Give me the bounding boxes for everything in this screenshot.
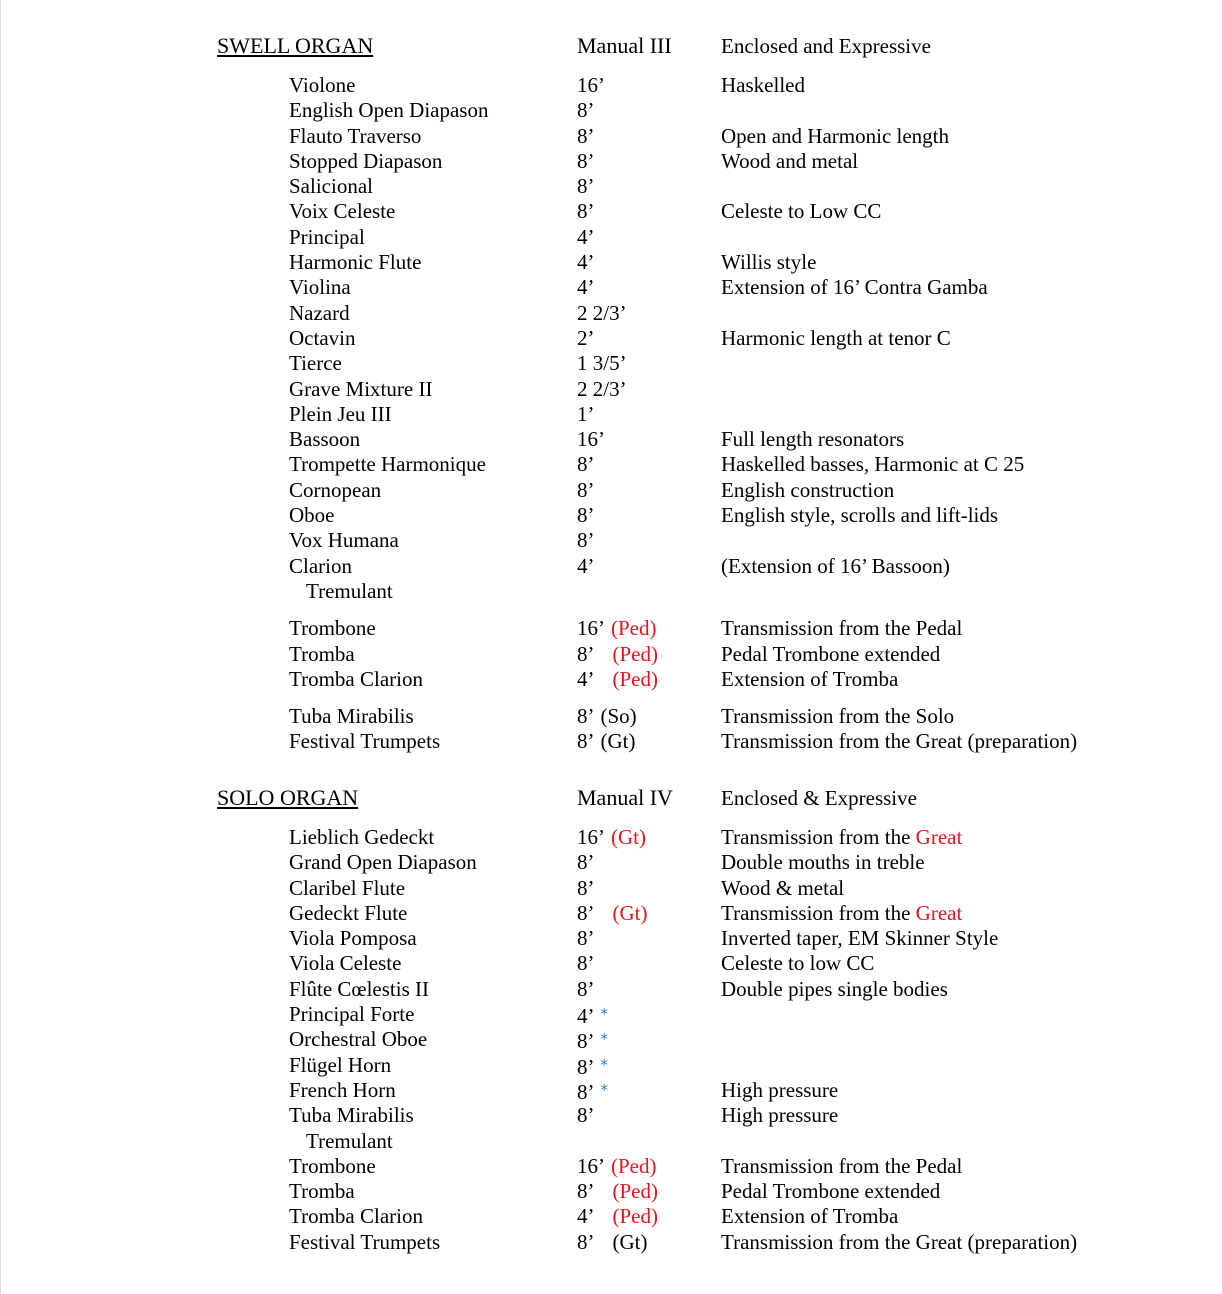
stop-row [0, 478, 1222, 503]
stop-description [721, 124, 949, 149]
stop-row [0, 1154, 1222, 1179]
stop-row [0, 402, 1222, 427]
stop-row [0, 1129, 1222, 1154]
asterisk-mark-icon: * [600, 1080, 608, 1099]
stop-name: Festival Trumpets [289, 1229, 441, 1254]
stop-description [721, 642, 940, 667]
stop-name: Tuba Mirabilis [289, 704, 414, 729]
stop-pitch [577, 876, 595, 901]
stop-name: French Horn [289, 1077, 396, 1102]
transmission-source: (So) [600, 704, 637, 729]
stop-row [0, 528, 1222, 553]
pitch-value: 8’ [577, 477, 595, 502]
pitch-value: 1 3/5’ [577, 351, 627, 376]
stop-description [721, 478, 894, 503]
stop-name: Tromba [289, 1179, 355, 1204]
description-text: Haskelled [721, 73, 805, 97]
description-text: High pressure [721, 1077, 839, 1102]
stop-pitch [577, 729, 636, 754]
stop-name: Flûte Cœlestis II [289, 976, 429, 1001]
stop-row [0, 951, 1222, 976]
description-text: Transmission from the Great (preparation) [721, 1229, 1078, 1254]
pitch-value: 8’ [577, 1079, 595, 1104]
stop-pitch [577, 616, 657, 641]
stop-pitch [577, 1204, 658, 1229]
stop-name: Stopped Diapason [289, 148, 443, 173]
stop-pitch [577, 901, 648, 926]
stop-description [721, 704, 954, 729]
pitch-value: 16’ [577, 73, 605, 97]
pitch-value: 4’ [577, 250, 595, 275]
stop-pitch [577, 1179, 658, 1204]
stop-row [0, 926, 1222, 951]
stop-pitch [577, 825, 646, 850]
pitch-value: 2 2/3’ [577, 376, 627, 401]
stop-description [721, 275, 988, 300]
description-text: Celeste to low CC [721, 951, 875, 976]
stop-row [0, 98, 1222, 123]
description-text: (Extension of 16’ Bassoon) [721, 553, 950, 578]
transmission-source: (Gt) [600, 729, 636, 754]
stop-pitch [577, 301, 627, 326]
stop-row [0, 554, 1222, 579]
stop-description [721, 901, 962, 926]
description-text: Willis style [721, 250, 817, 275]
asterisk-mark-icon: * [600, 1005, 608, 1024]
stop-pitch [577, 73, 605, 98]
stop-name: Bassoon [289, 427, 361, 452]
stop-name: Vox Humana [289, 528, 399, 553]
description-text: Transmission from the Solo [721, 704, 955, 729]
stop-name: Plein Jeu III [289, 401, 392, 426]
pitch-value: 8’ [577, 641, 595, 666]
stop-name: Lieblich Gedeckt [289, 825, 435, 849]
description-text: Harmonic length at tenor C [721, 325, 951, 350]
stop-row [0, 876, 1222, 901]
description-highlight: Great [915, 900, 963, 925]
pitch-value: 8’ [577, 850, 595, 875]
stop-description [721, 667, 898, 692]
stop-pitch [577, 1230, 648, 1255]
pitch-value: 8’ [577, 1103, 595, 1128]
stop-name: Trombone [289, 616, 376, 641]
stop-name: Oboe [289, 503, 335, 528]
stop-description [721, 850, 925, 875]
stop-row [0, 452, 1222, 477]
transmission-source: (Ped) [612, 1179, 658, 1204]
description-text: Inverted taper, EM Skinner Style [721, 926, 999, 951]
stop-row [0, 301, 1222, 326]
pitch-value: 4’ [577, 1004, 595, 1029]
section-header [0, 785, 1222, 825]
description-text: Wood and metal [721, 148, 859, 173]
stop-name: Claribel Flute [289, 875, 406, 900]
transmission-source: (Gt) [612, 1229, 648, 1254]
stop-description [721, 1230, 1077, 1255]
stop-pitch [577, 642, 658, 667]
swell-organ-section [0, 33, 1222, 755]
stop-description [721, 951, 874, 976]
stop-row [0, 275, 1222, 300]
stop-name: Flügel Horn [289, 1052, 392, 1077]
description-text: High pressure [721, 1103, 839, 1128]
section-title: SWELL ORGAN [217, 33, 374, 58]
stop-description [721, 427, 904, 452]
pitch-value: 4’ [577, 666, 595, 691]
stop-name: Flauto Traverso [289, 123, 422, 148]
manual-label: Manual IV [577, 785, 673, 810]
pitch-value: 8’ [577, 704, 595, 729]
solo-organ-section [0, 785, 1222, 1255]
stop-pitch [577, 199, 595, 224]
description-text: Transmission from the [721, 900, 916, 925]
stop-row [0, 326, 1222, 351]
pitch-value: 4’ [577, 1204, 595, 1229]
stop-row [0, 667, 1222, 692]
pitch-value: 8’ [577, 503, 595, 528]
pitch-value: 8’ [577, 148, 595, 173]
pitch-value: 8’ [577, 900, 595, 925]
pitch-value: 2 2/3’ [577, 300, 627, 325]
description-text: Extension of Tromba [721, 1204, 899, 1229]
pitch-value: 2’ [577, 325, 595, 350]
asterisk-mark-icon: * [600, 1030, 608, 1049]
pitch-value: 16’ [577, 825, 605, 849]
stop-row [0, 850, 1222, 875]
transmission-source: (Ped) [612, 666, 658, 691]
pitch-value: 16’ [577, 1153, 605, 1178]
pitch-value: 8’ [577, 1179, 595, 1204]
stop-pitch [577, 503, 595, 528]
pitch-value: 8’ [577, 528, 595, 553]
stop-row [0, 642, 1222, 667]
stop-name: Gedeckt Flute [289, 900, 408, 925]
stop-pitch [577, 1078, 608, 1105]
stop-pitch [577, 554, 595, 579]
stop-row [0, 199, 1222, 224]
stop-list [0, 825, 1222, 1255]
pitch-value: 8’ [577, 1054, 595, 1079]
stop-name: Grave Mixture II [289, 376, 433, 401]
stop-row [0, 503, 1222, 528]
stop-row [0, 616, 1222, 641]
stop-pitch [577, 124, 595, 149]
stop-pitch [577, 149, 595, 174]
stop-description [721, 73, 805, 98]
pitch-value: 8’ [577, 875, 595, 900]
stop-name: Nazard [289, 300, 350, 325]
pitch-value: 8’ [577, 1229, 595, 1254]
stop-row [0, 73, 1222, 98]
description-text: Open and Harmonic length [721, 123, 950, 148]
description-text: Transmission from the Pedal [721, 616, 963, 641]
stop-name: Festival Trumpets [289, 729, 441, 754]
stop-name: Viola Celeste [289, 951, 402, 976]
description-text: Extension of Tromba [721, 666, 899, 691]
transmission-source: (Ped) [611, 1153, 657, 1178]
description-text: Double pipes single bodies [721, 976, 948, 1001]
stop-description [721, 825, 962, 850]
stop-pitch [577, 452, 595, 477]
stop-row [0, 825, 1222, 850]
stop-row [0, 225, 1222, 250]
stop-description [721, 250, 816, 275]
transmission-source: (Gt) [612, 900, 648, 925]
pitch-value: 4’ [577, 224, 595, 249]
stop-description [721, 1204, 898, 1229]
stop-name: Tremulant [306, 578, 393, 603]
stop-row [0, 704, 1222, 729]
stop-pitch [577, 225, 595, 250]
stop-description [721, 554, 950, 579]
transmission-source: (Gt) [611, 825, 646, 849]
stop-row [0, 427, 1222, 452]
stop-name: Cornopean [289, 477, 382, 502]
description-text: Celeste to Low CC [721, 199, 882, 224]
stop-name: Tromba Clarion [289, 1204, 423, 1229]
description-text: Haskelled basses, Harmonic at C 25 [721, 452, 1025, 477]
description-text: Pedal Trombone extended [721, 1179, 941, 1204]
stop-row [0, 1078, 1222, 1103]
stop-row [0, 1179, 1222, 1204]
stop-pitch [577, 667, 658, 692]
stop-row [0, 174, 1222, 199]
stop-row [0, 1027, 1222, 1052]
stop-row [0, 1002, 1222, 1027]
description-text: Transmission from the Pedal [721, 1153, 963, 1178]
description-text: Transmission from the [721, 825, 916, 849]
stop-row [0, 1053, 1222, 1078]
description-text: English style, scrolls and lift-lids [721, 503, 999, 528]
stop-pitch [577, 174, 595, 199]
stop-row [0, 149, 1222, 174]
transmission-source: (Ped) [611, 616, 657, 641]
description-text: Wood & metal [721, 875, 845, 900]
pitch-value: 8’ [577, 174, 595, 199]
pitch-value: 4’ [577, 553, 595, 578]
stop-name: Viola Pomposa [289, 926, 417, 951]
pitch-value: 8’ [577, 98, 595, 123]
transmission-source: (Ped) [612, 1204, 658, 1229]
pitch-value: 8’ [577, 199, 595, 224]
stop-pitch [577, 850, 595, 875]
pitch-value: 8’ [577, 452, 595, 477]
pitch-value: 8’ [577, 123, 595, 148]
stop-name: Orchestral Oboe [289, 1027, 428, 1052]
enclosure-note: Enclosed and Expressive [721, 34, 931, 58]
stop-name: Grand Open Diapason [289, 850, 477, 875]
stop-pitch [577, 1002, 608, 1029]
stop-description [721, 503, 998, 528]
description-text: Transmission from the Great (preparation) [721, 729, 1078, 754]
description-text: Pedal Trombone extended [721, 641, 941, 666]
stop-pitch [577, 704, 637, 729]
stop-row [0, 579, 1222, 604]
stop-row [0, 729, 1222, 754]
stop-row [0, 977, 1222, 1002]
stop-name: Octavin [289, 325, 356, 350]
stop-name: Trompette Harmonique [289, 452, 486, 477]
stop-pitch [577, 478, 595, 503]
pitch-value: 8’ [577, 1029, 595, 1054]
stop-pitch [577, 1103, 595, 1128]
stop-name: Trombone [289, 1153, 376, 1178]
stop-name: Tromba Clarion [289, 666, 423, 691]
stop-description [721, 616, 962, 641]
stop-description [721, 926, 998, 951]
pitch-value: 1’ [577, 401, 595, 426]
stop-description [721, 1103, 838, 1128]
stop-list [0, 73, 1222, 755]
stop-row [0, 377, 1222, 402]
stop-pitch [577, 427, 605, 452]
stop-row [0, 1103, 1222, 1128]
stop-pitch [577, 326, 595, 351]
stop-row [0, 1204, 1222, 1229]
stop-pitch [577, 351, 627, 376]
stop-pitch [577, 951, 595, 976]
stop-description [721, 452, 1024, 477]
stop-name: Principal [289, 224, 365, 249]
stop-name: Voix Celeste [289, 199, 396, 224]
stop-name: Clarion [289, 553, 352, 578]
section-title: SOLO ORGAN [217, 785, 359, 810]
stop-pitch [577, 1027, 608, 1054]
stop-description [721, 1179, 940, 1204]
pitch-value: 16’ [577, 427, 605, 452]
stop-row [0, 901, 1222, 926]
pitch-value: 8’ [577, 976, 595, 1001]
stop-description [721, 977, 948, 1002]
enclosure-note: Enclosed & Expressive [721, 786, 917, 810]
stop-name: Violina [289, 275, 351, 300]
section-header [0, 33, 1222, 73]
pitch-value: 8’ [577, 926, 595, 951]
stop-pitch [577, 926, 595, 951]
stop-description [721, 199, 881, 224]
stop-pitch [577, 402, 595, 427]
stop-pitch [577, 275, 595, 300]
stop-name: Principal Forte [289, 1002, 415, 1027]
stop-pitch [577, 98, 595, 123]
stop-name: Tuba Mirabilis [289, 1103, 414, 1128]
description-highlight: Great [915, 825, 963, 849]
stop-name: Violone [289, 73, 356, 97]
description-text: Extension of 16’ Contra Gamba [721, 275, 988, 300]
stop-name: Tierce [289, 351, 342, 376]
transmission-source: (Ped) [612, 641, 658, 666]
stop-name: Salicional [289, 174, 373, 199]
stop-pitch [577, 1053, 608, 1080]
stop-row [0, 351, 1222, 376]
stop-row [0, 250, 1222, 275]
pitch-value: 8’ [577, 951, 595, 976]
stop-name: Tremulant [306, 1128, 393, 1153]
stop-description [721, 326, 951, 351]
description-text: Full length resonators [721, 427, 905, 452]
stop-pitch [577, 528, 595, 553]
description-text: Double mouths in treble [721, 850, 925, 875]
stop-pitch [577, 1154, 657, 1179]
stop-description [721, 729, 1077, 754]
stop-name: English Open Diapason [289, 98, 489, 123]
pitch-value: 8’ [577, 729, 595, 754]
stop-name: Harmonic Flute [289, 250, 422, 275]
stop-description [721, 876, 844, 901]
stop-description [721, 1154, 962, 1179]
stop-pitch [577, 977, 595, 1002]
pitch-value: 4’ [577, 275, 595, 300]
stop-description [721, 1078, 838, 1103]
stop-row [0, 124, 1222, 149]
stop-pitch [577, 377, 627, 402]
stop-description [721, 149, 858, 174]
asterisk-mark-icon: * [600, 1055, 608, 1074]
stop-pitch [577, 250, 595, 275]
stop-row [0, 1230, 1222, 1255]
pitch-value: 16’ [577, 616, 605, 641]
stop-name: Tromba [289, 641, 355, 666]
manual-label: Manual III [577, 33, 672, 58]
description-text: English construction [721, 477, 895, 502]
